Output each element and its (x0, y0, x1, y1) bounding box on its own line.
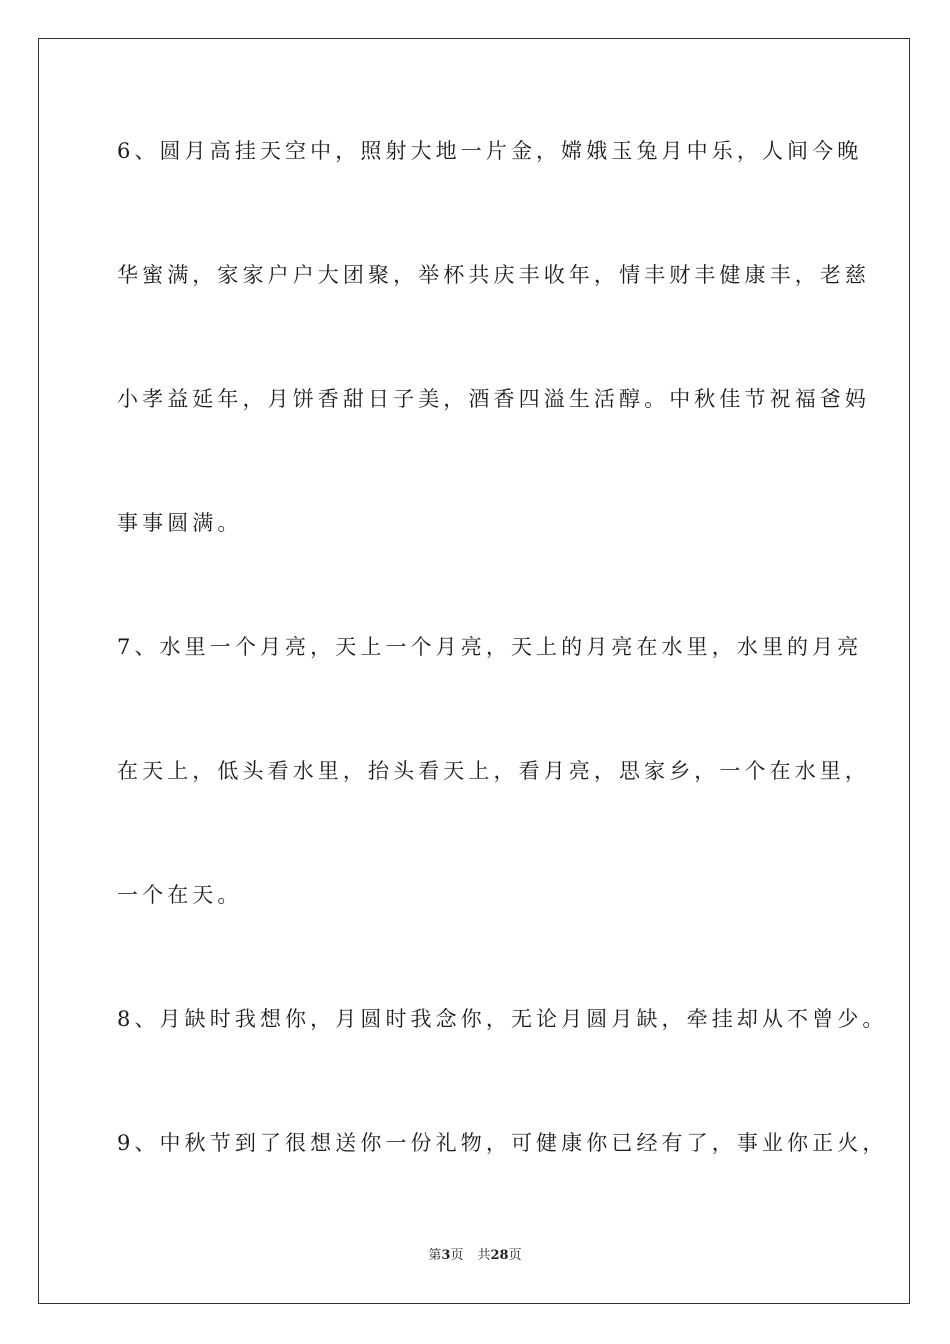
text-line: 小孝益延年，月饼香甜日子美，酒香四溢生活醇。中秋佳节祝福爸妈 (117, 387, 870, 411)
page-suffix: 页 (450, 1248, 464, 1263)
page-border (38, 38, 910, 1304)
text-line: 一个在天。 (117, 883, 243, 907)
total-prefix: 共 (477, 1248, 491, 1263)
text-line: 在天上，低头看水里，抬头看天上，看月亮，思家乡，一个在水里， (117, 759, 870, 783)
page-footer (0, 1247, 950, 1265)
text-line: 7、水里一个月亮，天上一个月亮，天上的月亮在水里，水里的月亮 (117, 635, 863, 659)
page-prefix: 第 (428, 1248, 442, 1263)
total-pages: 28 (490, 1248, 509, 1263)
text-line: 事事圆满。 (117, 511, 243, 535)
page-number: 3 (441, 1248, 451, 1263)
text-line: 8、月缺时我想你，月圆时我念你，无论月圆月缺，牵挂却从不曾少。 (117, 1007, 888, 1031)
text-line: 华蜜满，家家户户大团聚，举杯共庆丰收年，情丰财丰健康丰，老慈 (117, 263, 870, 287)
text-line: 9、中秋节到了很想送你一份礼物，可健康你已经有了，事业你正火， (117, 1131, 888, 1155)
total-suffix: 页 (508, 1248, 522, 1263)
text-line: 6、圆月高挂天空中，照射大地一片金，嫦娥玉兔月中乐，人间今晚 (117, 139, 863, 163)
